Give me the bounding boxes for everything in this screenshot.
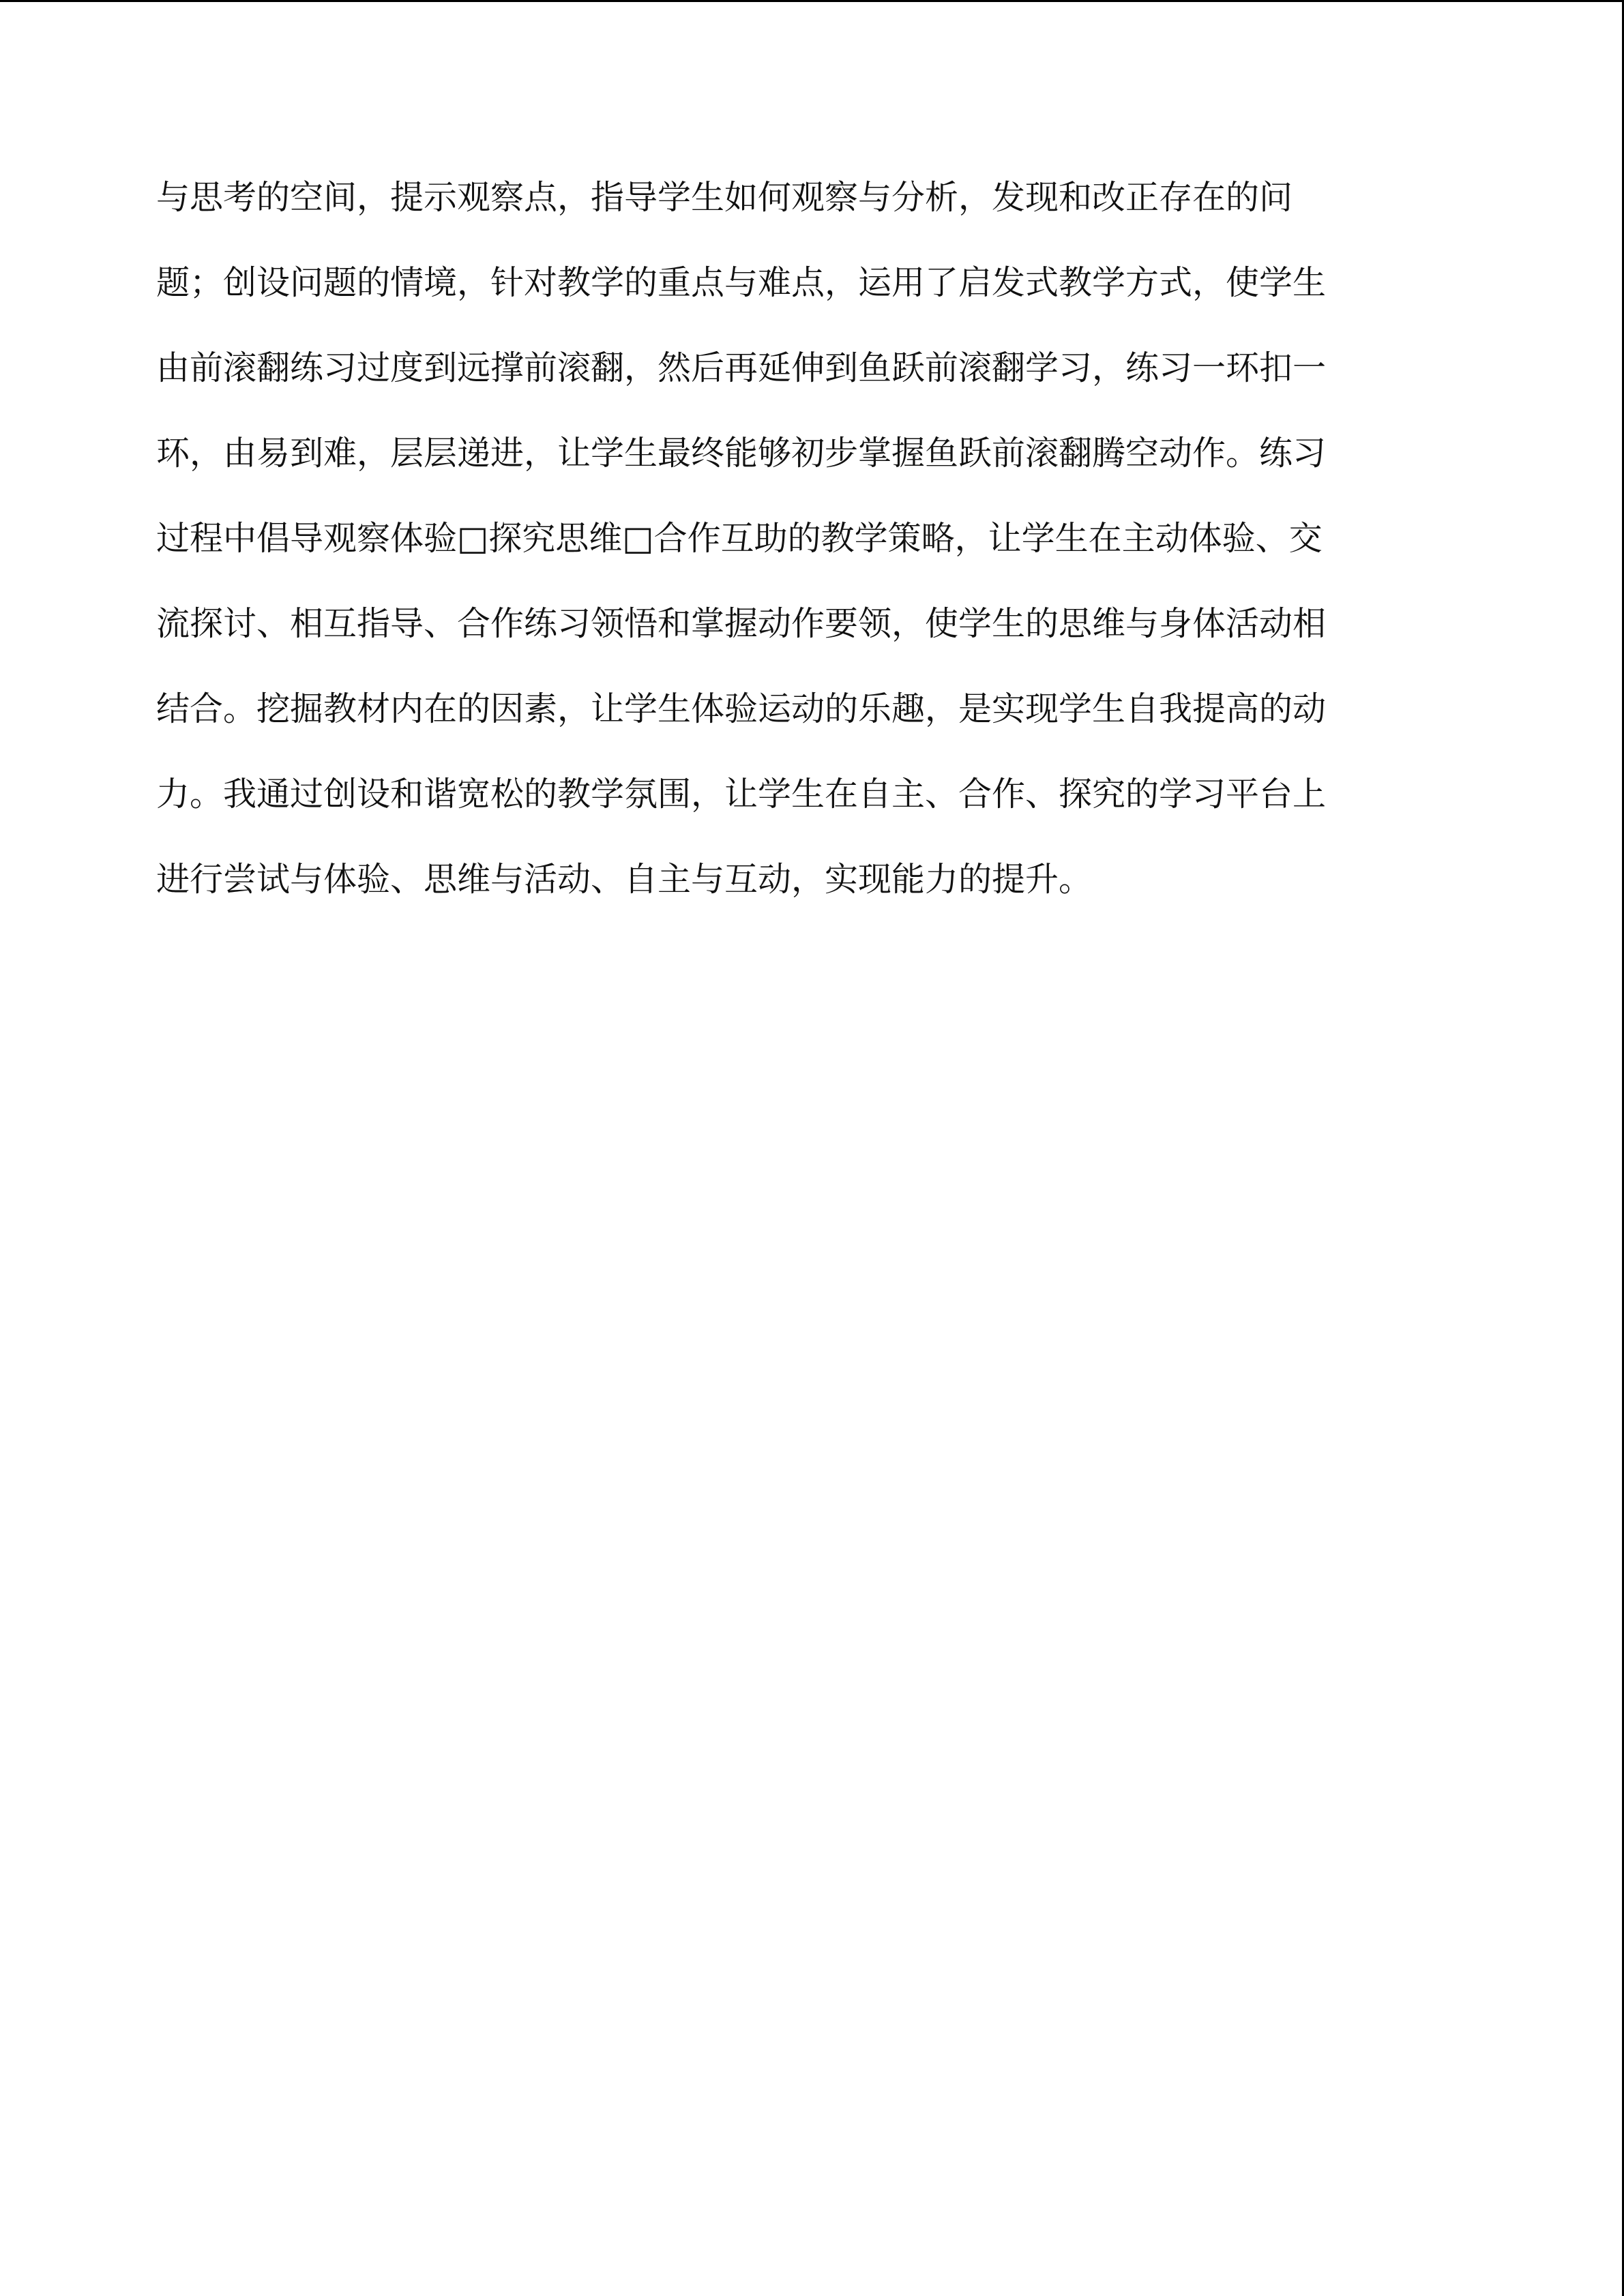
paragraph-line-4: 环，由易到难，层层递进，让学生最终能够初步掌握鱼跃前滚翻腾空动作。练习 — [156, 434, 1327, 473]
paragraph-line-3: 由前滚翻练习过度到远撑前滚翻，然后再延伸到鱼跃前滚翻学习，练习一环扣一 — [156, 348, 1327, 387]
paragraph-line-5: 过程中倡导观察体验□探究思维□合作互助的教学策略，让学生在主动体验、交 — [156, 519, 1323, 558]
paragraph-line-8: 力。我通过创设和谐宽松的教学氛围，让学生在自主、合作、探究的学习平台上 — [156, 775, 1327, 814]
body-paragraph — [156, 164, 1473, 931]
paragraph-line-7: 结合。挖掘教材内在的因素，让学生体验运动的乐趣，是实现学生自我提高的动 — [156, 689, 1327, 728]
paragraph-line-6: 流探讨、相互指导、合作练习领悟和掌握动作要领，使学生的思维与身体活动相 — [156, 604, 1327, 643]
paragraph-line-9: 进行尝试与体验、思维与活动、自主与互动，实现能力的提升。 — [156, 860, 1093, 899]
paragraph-line-2: 题；创设问题的情境，针对教学的重点与难点，运用了启发式教学方式，使学生 — [156, 263, 1327, 302]
paragraph-line-1: 与思考的空间，提示观察点，指导学生如何观察与分析，发现和改正存在的问 — [156, 178, 1293, 217]
